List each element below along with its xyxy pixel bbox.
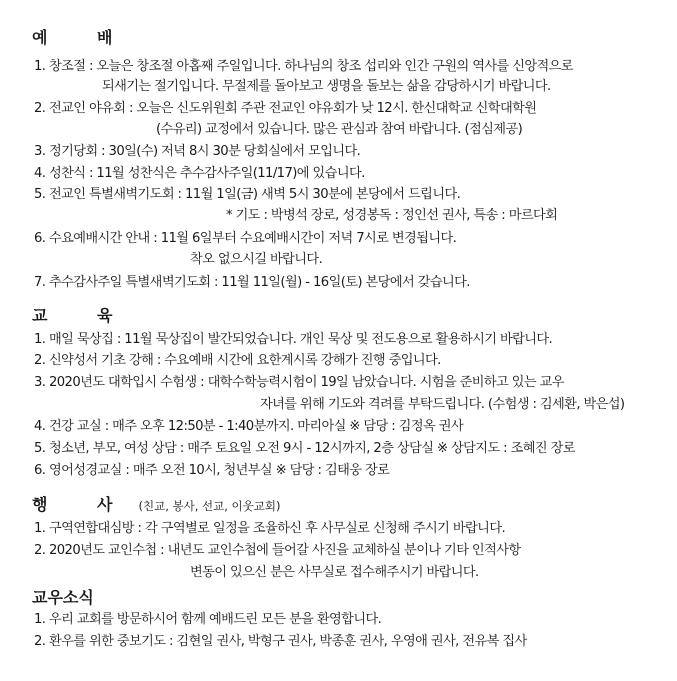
- worship-item-6-cont: 착오 없으시길 바랍니다.: [190, 252, 323, 267]
- events-item-2: 2. 2020년도 교인수첩 : 내년도 교인수첩에 들어갈 사진을 교체하실 분이나 기타 인적사항: [34, 543, 521, 558]
- events-item-1: 1. 구역연합대심방 : 각 구역별로 일정을 조율하신 후 사무실로 신청해 주시기 바랍니다.: [34, 521, 506, 536]
- worship-item-3: 3. 정기당회 : 30일(수) 저녁 8시 30분 당회실에서 모입니다.: [34, 144, 361, 159]
- education-item-6: 6. 영어성경교실 : 매주 오전 10시, 청년부실 ※ 담당 : 김태웅 장로: [34, 463, 390, 478]
- education-heading-title: 교 육: [32, 306, 135, 325]
- events-heading-note: (친교, 봉사, 선교, 이웃교회): [138, 499, 281, 513]
- worship-item-5-cont: * 기도 : 박병석 장로, 성경봉독 : 정인선 권사, 특송 : 마르다회: [226, 208, 558, 223]
- worship-heading: [32, 25, 134, 48]
- worship-item-6: 6. 수요예배시간 안내 : 11월 6일부터 수요예배시간이 저녁 7시로 변경됩니다.: [34, 231, 457, 246]
- education-heading: [32, 303, 134, 326]
- events-item-2-cont: 변동이 있으신 분은 사무실로 접수해주시기 바랍니다.: [190, 565, 479, 580]
- education-item-5: 5. 청소년, 부모, 여성 상담 : 매주 토요일 오전 9시 - 12시까지, 2층 상담실 ※ 상담지도 : 조혜진 장로: [34, 441, 575, 456]
- education-item-4: 4. 건강 교실 : 매주 오후 12:50분 - 1:40분까지. 마리아실 ※ 담당 : 김정옥 권사: [34, 419, 463, 434]
- worship-item-4: 4. 성찬식 : 11월 성찬식은 추수감사주일(11/17)에 있습니다.: [34, 166, 365, 181]
- events-heading-title: 행 사: [32, 495, 135, 514]
- worship-item-2: 2. 전교인 야유회 : 오늘은 신도위원회 주관 전교인 야유회가 낮 12시. 한신대학교 신학대학원: [34, 101, 537, 116]
- education-item-3: 3. 2020년도 대학입시 수험생 : 대학수학능력시험이 19일 남았습니다. 시험을 준비하고 있는 교우: [34, 375, 564, 390]
- worship-item-2-cont: (수유리) 교정에서 있습니다. 많은 관심과 참여 바랍니다. (점심제공): [156, 122, 523, 137]
- worship-item-5: 5. 전교인 특별새벽기도회 : 11월 1일(금) 새벽 5시 30분에 본당에서 드립니다.: [34, 187, 461, 202]
- events-heading: [32, 492, 280, 515]
- news-item-2: 2. 환우를 위한 중보기도 : 김현일 권사, 박형구 권사, 박종훈 권사, 우영애 권사, 전유복 집사: [34, 634, 527, 649]
- worship-item-1: 1. 창조절 : 오늘은 창조절 아홉째 주일입니다. 하나님의 창조 섭리와 인간 구원의 역사를 신앙적으로: [34, 59, 573, 74]
- news-item-1: 1. 우리 교회를 방문하시어 함께 예배드린 모든 분을 환영합니다.: [34, 612, 382, 627]
- worship-item-7: 7. 추수감사주일 특별새벽기도회 : 11월 11일(월) - 16일(토) 본당에서 갖습니다.: [34, 275, 470, 290]
- education-item-3-cont: 자녀를 위해 기도와 격려를 부탁드립니다. (수험생 : 김세환, 박은섭): [260, 397, 625, 412]
- education-item-1: 1. 매일 묵상집 : 11월 묵상집이 발간되었습니다. 개인 묵상 및 전도용으로 활용하시기 바랍니다.: [34, 332, 553, 347]
- worship-item-1-cont: 되새기는 절기입니다. 무절제를 돌아보고 생명을 돌보는 삶을 감당하시기 바랍니다.: [102, 79, 551, 94]
- news-heading: [32, 585, 94, 608]
- worship-heading-title: 예 배: [32, 28, 135, 47]
- news-heading-title: 교우소식: [32, 588, 94, 607]
- education-item-2: 2. 신약성서 기초 강해 : 수요예배 시간에 요한계시록 강해가 진행 중입니다.: [34, 353, 441, 368]
